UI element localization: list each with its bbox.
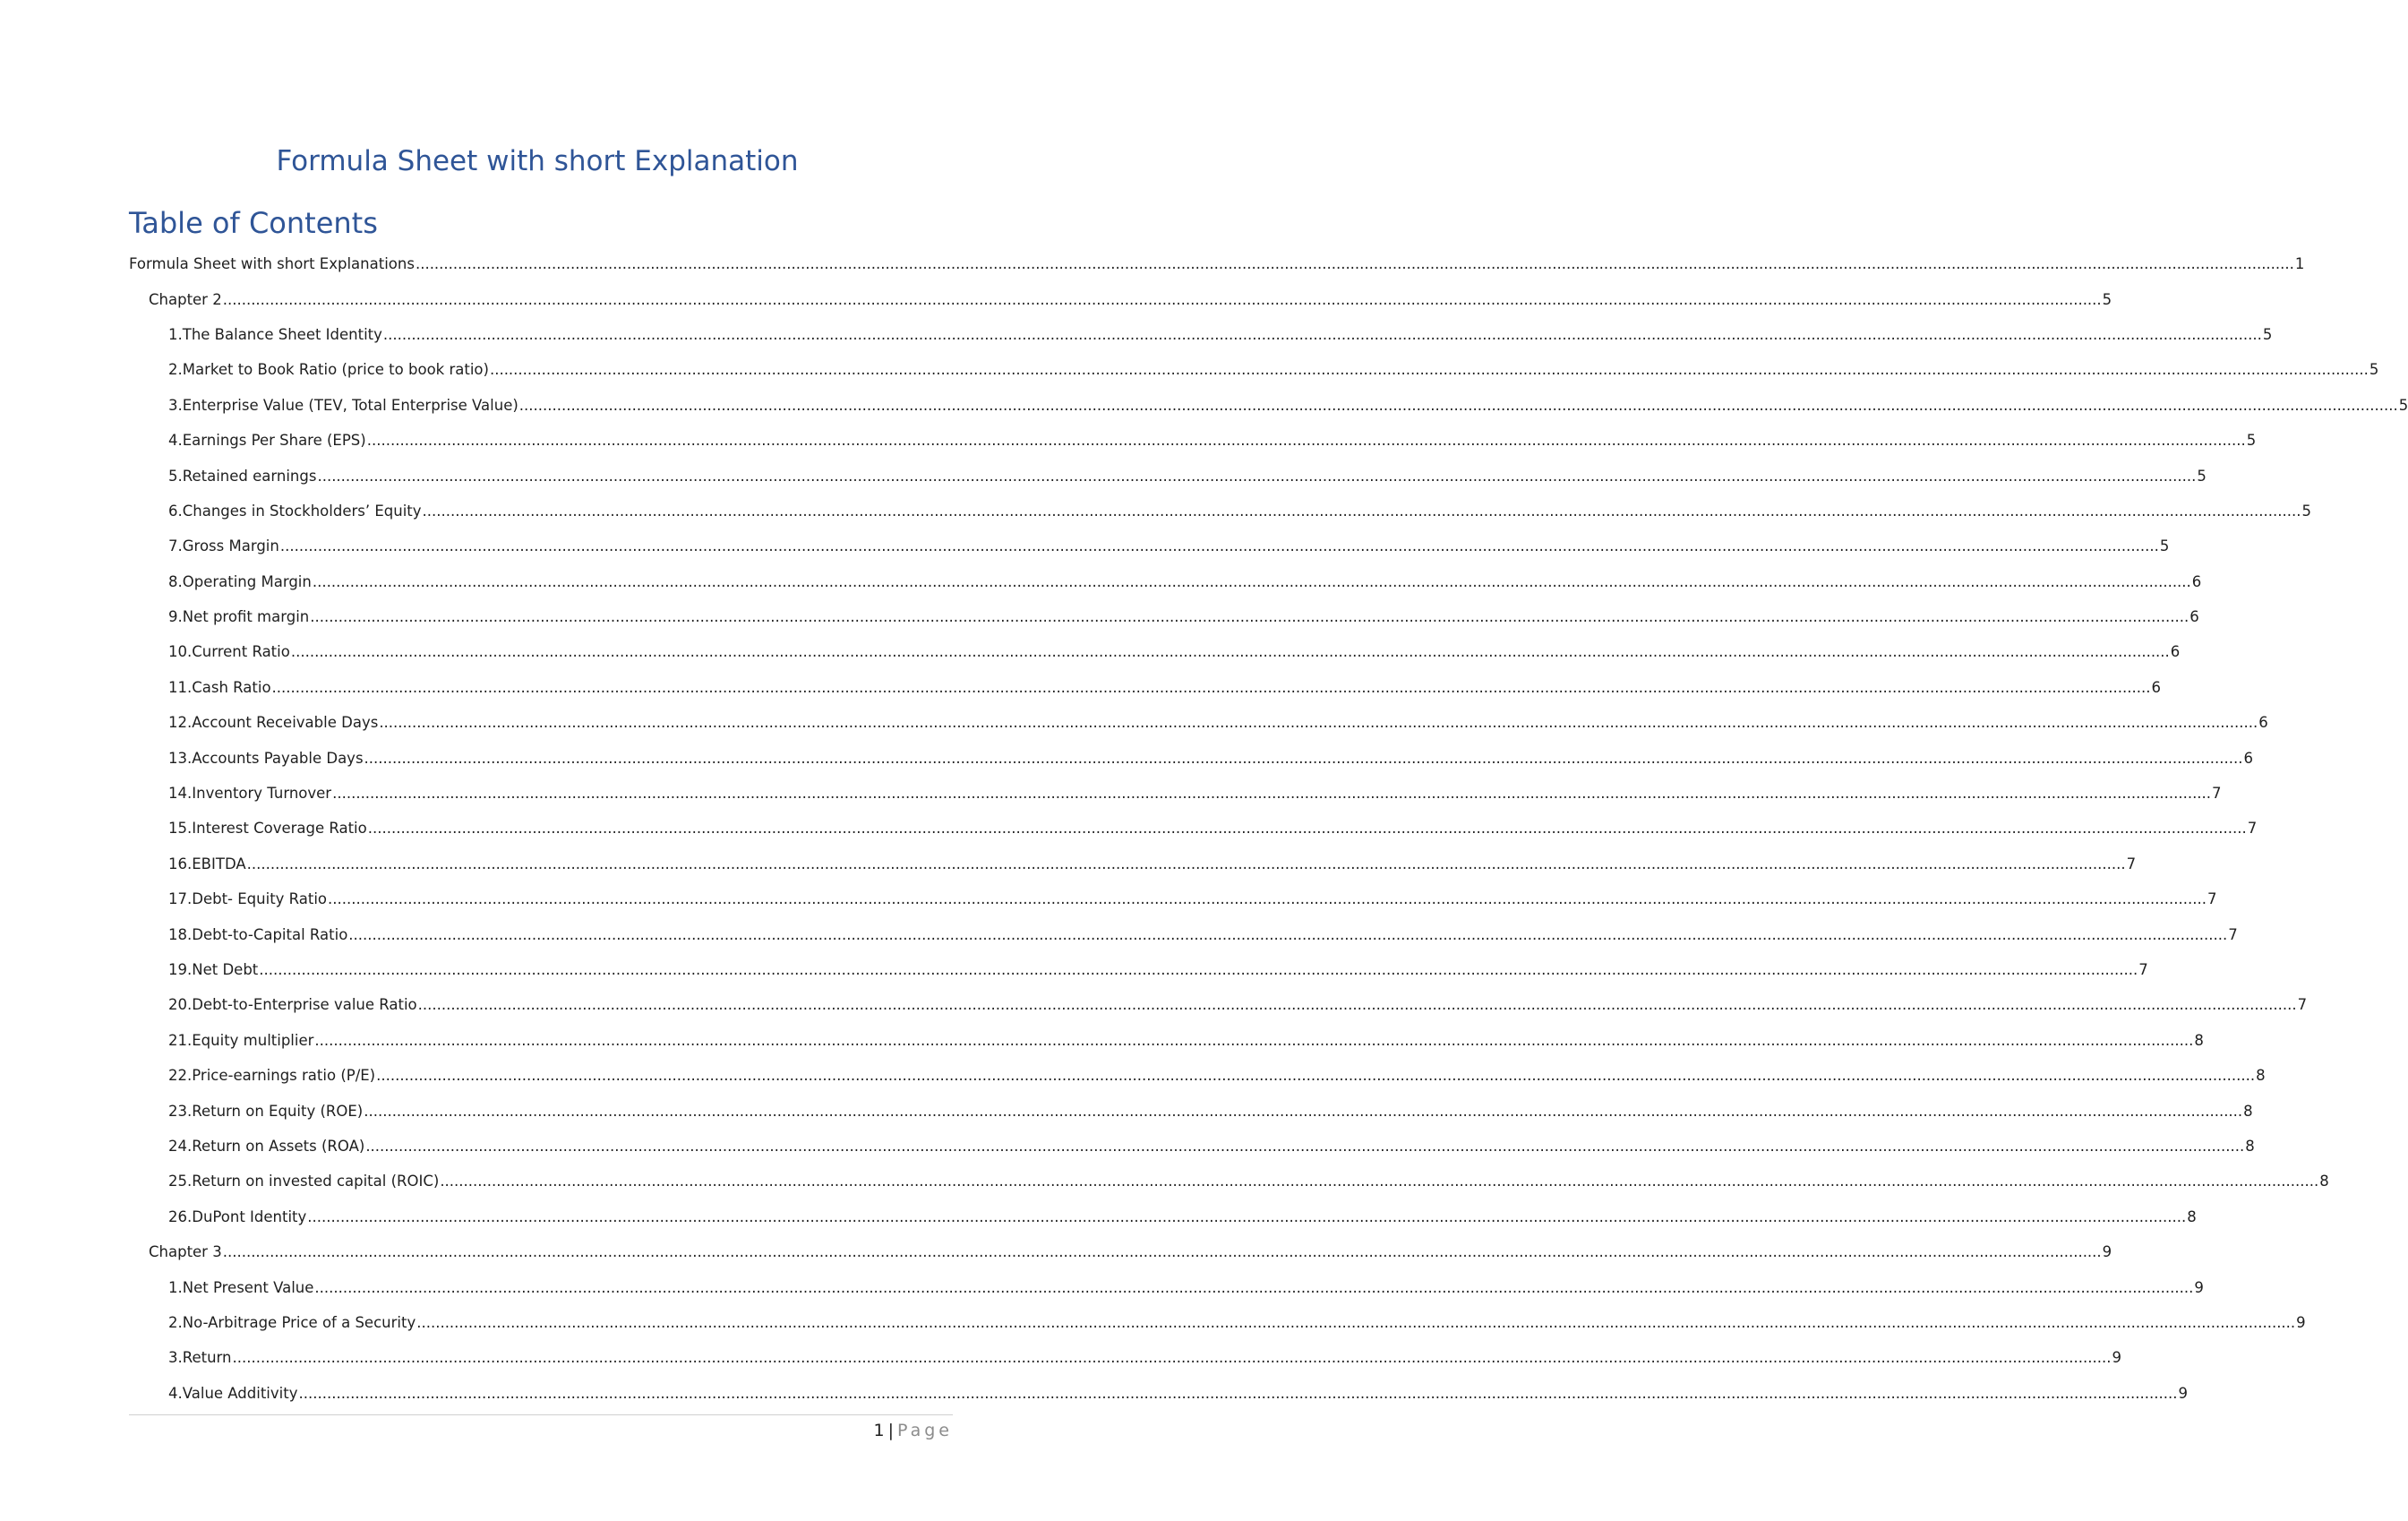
toc-entry-page: 9 bbox=[2102, 1243, 2112, 1261]
toc-entry[interactable] bbox=[129, 1164, 2329, 1199]
toc-entry-page: 9 bbox=[2194, 1278, 2204, 1296]
toc-entry[interactable] bbox=[129, 564, 2202, 599]
toc-entry-page: 8 bbox=[2319, 1173, 2329, 1190]
footer-divider bbox=[129, 1414, 953, 1415]
toc-dot-leader: ................................................................................................................................................................................................................................................................................................................................................................................................................ bbox=[298, 1384, 2178, 1402]
toc-entry[interactable] bbox=[129, 670, 2161, 705]
toc-entry-label: Debt-to-Enterprise value Ratio bbox=[192, 996, 417, 1014]
toc-entry-label: Cash Ratio bbox=[192, 678, 271, 696]
toc-entry-page: 9 bbox=[2296, 1313, 2306, 1331]
toc-dot-leader: ................................................................................................................................................................................................................................................................................................................................................................................................................ bbox=[290, 643, 2170, 661]
toc-entry-label: Debt-to-Capital Ratio bbox=[192, 925, 348, 943]
toc-dot-leader: ................................................................................................................................................................................................................................................................................................................................................................................................................ bbox=[366, 432, 2246, 450]
toc-entry[interactable] bbox=[129, 740, 2253, 775]
toc-entry[interactable] bbox=[129, 281, 2112, 316]
toc-entry-number: 1. bbox=[168, 1278, 183, 1296]
toc-entry[interactable] bbox=[129, 1305, 2306, 1340]
toc-entry[interactable] bbox=[129, 423, 2257, 458]
toc-heading: Table of Contents bbox=[129, 206, 378, 240]
toc-dot-leader: ................................................................................................................................................................................................................................................................................................................................................................................................................ bbox=[365, 1137, 2245, 1155]
toc-entry-label: Inventory Turnover bbox=[192, 785, 332, 803]
toc-dot-leader: ................................................................................................................................................................................................................................................................................................................................................................................................................ bbox=[310, 608, 2189, 626]
toc-entry-number: 21. bbox=[168, 1031, 193, 1049]
toc-entry[interactable] bbox=[129, 1093, 2253, 1128]
toc-entry-label: Equity multiplier bbox=[192, 1031, 314, 1049]
toc-entry-label: Chapter 2 bbox=[149, 290, 222, 308]
toc-entry[interactable] bbox=[129, 494, 2311, 528]
toc-entry-label: Return on invested capital (ROIC) bbox=[192, 1173, 440, 1190]
toc-entry-number: 10. bbox=[168, 643, 193, 661]
toc-dot-leader: ................................................................................................................................................................................................................................................................................................................................................................................................................ bbox=[364, 1102, 2243, 1120]
toc-dot-leader: ................................................................................................................................................................................................................................................................................................................................................................................................................ bbox=[364, 749, 2243, 767]
toc-dot-leader: ................................................................................................................................................................................................................................................................................................................................................................................................................ bbox=[232, 1349, 2112, 1367]
toc-entry-page: 7 bbox=[2138, 961, 2148, 978]
toc-dot-leader: ................................................................................................................................................................................................................................................................................................................................................................................................................ bbox=[317, 467, 2197, 485]
toc-entry-label: Net Present Value bbox=[182, 1278, 314, 1296]
toc-entry-label: Value Additivity bbox=[182, 1384, 298, 1402]
toc-entry-page: 8 bbox=[2243, 1102, 2253, 1120]
toc-entry-page: 6 bbox=[2189, 608, 2199, 626]
toc-entry-label: Accounts Payable Days bbox=[192, 749, 364, 767]
toc-entry-number: 7. bbox=[168, 537, 183, 555]
toc-entry-number: 3. bbox=[168, 396, 183, 414]
toc-dot-leader: ................................................................................................................................................................................................................................................................................................................................................................................................................ bbox=[440, 1173, 2319, 1190]
toc-dot-leader: ................................................................................................................................................................................................................................................................................................................................................................................................................ bbox=[259, 961, 2138, 978]
toc-entry-number: 22. bbox=[168, 1067, 193, 1085]
toc-entry-number: 14. bbox=[168, 785, 193, 803]
toc-entry-number: 16. bbox=[168, 855, 193, 872]
toc-dot-leader: ................................................................................................................................................................................................................................................................................................................................................................................................................ bbox=[307, 1207, 2187, 1225]
toc-entry[interactable] bbox=[129, 634, 2181, 669]
toc-entry-label: The Balance Sheet Identity bbox=[182, 325, 382, 343]
toc-entry-label: No-Arbitrage Price of a Security bbox=[182, 1313, 416, 1331]
toc-dot-leader: ................................................................................................................................................................................................................................................................................................................................................................................................................ bbox=[271, 678, 2151, 696]
toc-dot-leader: ................................................................................................................................................................................................................................................................................................................................................................................................................ bbox=[376, 1067, 2256, 1085]
toc-entry-label: Market to Book Ratio (price to book ratio) bbox=[182, 361, 489, 379]
toc-entry[interactable] bbox=[129, 1023, 2204, 1058]
toc-entry[interactable] bbox=[129, 811, 2258, 846]
footer-separator: | bbox=[887, 1421, 894, 1440]
toc-entry-number: 23. bbox=[168, 1102, 193, 1120]
toc-dot-leader: ................................................................................................................................................................................................................................................................................................................................................................................................................ bbox=[222, 1243, 2102, 1261]
toc-entry-page: 5 bbox=[2197, 467, 2207, 485]
toc-entry-label: Return on Assets (ROA) bbox=[192, 1137, 365, 1155]
toc-dot-leader: ................................................................................................................................................................................................................................................................................................................................................................................................................ bbox=[489, 361, 2369, 379]
toc-entry-page: 6 bbox=[2258, 714, 2268, 732]
toc-entry[interactable] bbox=[129, 388, 2408, 423]
toc-dot-leader: ................................................................................................................................................................................................................................................................................................................................................................................................................ bbox=[416, 1313, 2296, 1331]
table-of-contents bbox=[129, 246, 2408, 1411]
toc-entry[interactable] bbox=[129, 776, 2222, 811]
toc-entry-label: Retained earnings bbox=[182, 467, 317, 485]
toc-entry-page: 8 bbox=[2194, 1031, 2204, 1049]
toc-dot-leader: ................................................................................................................................................................................................................................................................................................................................................................................................................ bbox=[222, 290, 2102, 308]
toc-dot-leader: ................................................................................................................................................................................................................................................................................................................................................................................................................ bbox=[518, 396, 2398, 414]
toc-entry-label: Operating Margin bbox=[182, 572, 312, 590]
toc-entry-number: 13. bbox=[168, 749, 193, 767]
toc-entry[interactable] bbox=[129, 528, 2170, 563]
toc-dot-leader: ................................................................................................................................................................................................................................................................................................................................................................................................................ bbox=[332, 785, 2212, 803]
toc-entry-label: Return on Equity (ROE) bbox=[192, 1102, 364, 1120]
toc-entry-label: EBITDA bbox=[192, 855, 246, 872]
toc-entry-page: 9 bbox=[2112, 1349, 2121, 1367]
toc-entry-page: 9 bbox=[2178, 1384, 2188, 1402]
toc-entry[interactable] bbox=[129, 881, 2217, 916]
toc-entry-label: Earnings Per Share (EPS) bbox=[182, 432, 366, 450]
toc-entry[interactable] bbox=[129, 1340, 2121, 1375]
toc-dot-leader: ................................................................................................................................................................................................................................................................................................................................................................................................................ bbox=[417, 996, 2297, 1014]
toc-entry-page: 6 bbox=[2170, 643, 2181, 661]
toc-entry-number: 3. bbox=[168, 1349, 183, 1367]
toc-entry-number: 9. bbox=[168, 608, 183, 626]
toc-entry-page: 5 bbox=[2301, 502, 2311, 520]
toc-entry[interactable] bbox=[129, 1376, 2188, 1411]
toc-dot-leader: ................................................................................................................................................................................................................................................................................................................................................................................................................ bbox=[422, 502, 2301, 520]
toc-entry[interactable] bbox=[129, 458, 2207, 493]
toc-entry-label: Formula Sheet with short Explanations bbox=[129, 255, 415, 273]
toc-dot-leader: ................................................................................................................................................................................................................................................................................................................................................................................................................ bbox=[379, 714, 2258, 732]
document-title: Formula Sheet with short Explanation bbox=[276, 145, 799, 177]
toc-dot-leader: ................................................................................................................................................................................................................................................................................................................................................................................................................ bbox=[279, 537, 2159, 555]
toc-entry[interactable] bbox=[129, 1058, 2266, 1093]
toc-entry-label: Return bbox=[182, 1349, 232, 1367]
toc-entry-page: 6 bbox=[2191, 572, 2202, 590]
toc-entry-page: 8 bbox=[2187, 1207, 2197, 1225]
toc-entry-number: 15. bbox=[168, 820, 193, 838]
toc-entry-page: 5 bbox=[2398, 396, 2408, 414]
toc-entry[interactable] bbox=[129, 916, 2238, 951]
toc-entry-number: 19. bbox=[168, 961, 193, 978]
toc-entry-label: Chapter 3 bbox=[149, 1243, 222, 1261]
toc-dot-leader: ................................................................................................................................................................................................................................................................................................................................................................................................................ bbox=[328, 890, 2207, 908]
page-footer bbox=[874, 1421, 954, 1440]
toc-entry-number: 11. bbox=[168, 678, 193, 696]
toc-dot-leader: ................................................................................................................................................................................................................................................................................................................................................................................................................ bbox=[415, 255, 2294, 273]
toc-entry-page: 6 bbox=[2151, 678, 2161, 696]
toc-entry-page: 8 bbox=[2256, 1067, 2266, 1085]
toc-entry-number: 4. bbox=[168, 432, 183, 450]
toc-entry-label: Net Debt bbox=[192, 961, 259, 978]
toc-entry-number: 24. bbox=[168, 1137, 193, 1155]
toc-entry-number: 6. bbox=[168, 502, 183, 520]
toc-entry-number: 2. bbox=[168, 1313, 183, 1331]
toc-entry[interactable] bbox=[129, 987, 2308, 1022]
toc-dot-leader: ................................................................................................................................................................................................................................................................................................................................................................................................................ bbox=[314, 1278, 2194, 1296]
toc-entry[interactable] bbox=[129, 846, 2137, 881]
toc-entry[interactable] bbox=[129, 1129, 2255, 1164]
toc-entry[interactable] bbox=[129, 599, 2199, 634]
toc-dot-leader: ................................................................................................................................................................................................................................................................................................................................................................................................................ bbox=[314, 1031, 2194, 1049]
toc-entry-label: Price-earnings ratio (P/E) bbox=[192, 1067, 376, 1085]
toc-entry-page: 5 bbox=[2159, 537, 2170, 555]
toc-entry[interactable] bbox=[129, 246, 2305, 281]
toc-dot-leader: ................................................................................................................................................................................................................................................................................................................................................................................................................ bbox=[246, 855, 2126, 872]
toc-entry-label: Debt- Equity Ratio bbox=[192, 890, 328, 908]
toc-entry-label: Current Ratio bbox=[192, 643, 290, 661]
toc-entry[interactable] bbox=[129, 1234, 2112, 1269]
toc-entry[interactable] bbox=[129, 705, 2268, 740]
toc-entry-label: DuPont Identity bbox=[192, 1207, 307, 1225]
toc-entry[interactable] bbox=[129, 1199, 2197, 1234]
toc-entry-page: 6 bbox=[2243, 749, 2253, 767]
toc-entry-page: 7 bbox=[2247, 820, 2258, 838]
toc-entry-label: Net profit margin bbox=[182, 608, 310, 626]
toc-entry-number: 4. bbox=[168, 1384, 183, 1402]
toc-entry-label: Interest Coverage Ratio bbox=[192, 820, 367, 838]
toc-entry[interactable] bbox=[129, 352, 2379, 387]
toc-entry-page: 5 bbox=[2369, 361, 2379, 379]
toc-entry[interactable] bbox=[129, 952, 2148, 987]
toc-entry-label: Changes in Stockholders’ Equity bbox=[182, 502, 422, 520]
toc-entry-page: 7 bbox=[2126, 855, 2137, 872]
toc-entry-number: 26. bbox=[168, 1207, 193, 1225]
toc-entry-number: 8. bbox=[168, 572, 183, 590]
page-word: Page bbox=[897, 1421, 953, 1440]
toc-entry-number: 17. bbox=[168, 890, 193, 908]
toc-entry-number: 1. bbox=[168, 325, 183, 343]
toc-entry-page: 7 bbox=[2297, 996, 2308, 1014]
toc-entry-label: Enterprise Value (TEV, Total Enterprise Value) bbox=[182, 396, 518, 414]
page-number: 1 bbox=[873, 1421, 885, 1440]
toc-dot-leader: ................................................................................................................................................................................................................................................................................................................................................................................................................ bbox=[367, 820, 2247, 838]
toc-entry[interactable] bbox=[129, 1269, 2204, 1304]
toc-entry[interactable] bbox=[129, 317, 2273, 352]
toc-entry-page: 5 bbox=[2102, 290, 2112, 308]
toc-entry-page: 8 bbox=[2245, 1137, 2255, 1155]
toc-entry-page: 7 bbox=[2212, 785, 2222, 803]
toc-entry-number: 20. bbox=[168, 996, 193, 1014]
toc-entry-label: Account Receivable Days bbox=[192, 714, 379, 732]
toc-entry-page: 5 bbox=[2262, 325, 2273, 343]
toc-dot-leader: ................................................................................................................................................................................................................................................................................................................................................................................................................ bbox=[312, 572, 2191, 590]
toc-dot-leader: ................................................................................................................................................................................................................................................................................................................................................................................................................ bbox=[382, 325, 2262, 343]
toc-dot-leader: ................................................................................................................................................................................................................................................................................................................................................................................................................ bbox=[348, 925, 2228, 943]
toc-entry-page: 7 bbox=[2228, 925, 2238, 943]
toc-entry-number: 2. bbox=[168, 361, 183, 379]
toc-entry-number: 12. bbox=[168, 714, 193, 732]
toc-entry-page: 1 bbox=[2294, 255, 2305, 273]
toc-entry-number: 25. bbox=[168, 1173, 193, 1190]
toc-entry-number: 5. bbox=[168, 467, 183, 485]
toc-entry-page: 5 bbox=[2246, 432, 2257, 450]
toc-entry-label: Gross Margin bbox=[182, 537, 279, 555]
toc-entry-number: 18. bbox=[168, 925, 193, 943]
toc-entry-page: 7 bbox=[2207, 890, 2217, 908]
